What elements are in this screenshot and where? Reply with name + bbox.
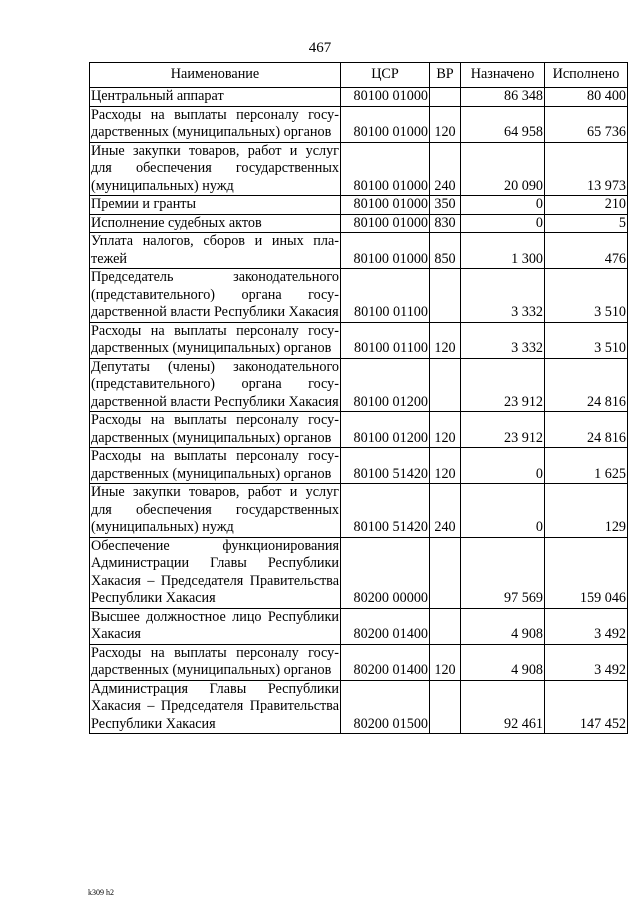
table-row [90,537,628,608]
header-name: Наименование [90,63,341,88]
row-vr [430,608,461,644]
row-vr: 120 [430,106,461,142]
row-vr: 240 [430,142,461,196]
row-name: Исполнение судебных актов [90,214,341,233]
table-row [90,322,628,358]
row-csr: 80100 01200 [341,358,430,412]
row-assigned: 20 090 [461,142,545,196]
header-assigned: Назначено [461,63,545,88]
row-csr: 80200 01400 [341,644,430,680]
table-header-row [90,63,628,88]
row-name: Депутаты (члены) законодательного (представительного) органа государственной власти Республики Хакасия [91,358,339,410]
row-vr: 350 [430,196,461,215]
table-row [90,644,628,680]
row-assigned: 4 908 [461,644,545,680]
row-executed: 1 625 [545,448,628,484]
row-name: Премии и гранты [90,196,341,215]
row-csr: 80100 01000 [341,142,430,196]
row-vr: 120 [430,448,461,484]
row-csr: 80100 01000 [341,233,430,269]
row-assigned: 23 912 [461,412,545,448]
footer-code: k309 h2 [88,888,114,897]
row-assigned: 3 332 [461,322,545,358]
row-executed: 3 492 [545,608,628,644]
table-row [90,448,628,484]
header-csr: ЦСР [341,63,430,88]
row-vr [430,88,461,107]
table-row [90,269,628,323]
header-vr: ВР [430,63,461,88]
row-name: Расходы на выплаты персоналу государственных (муниципальных) органов [91,644,339,678]
row-assigned: 0 [461,484,545,538]
row-name: Администрация Главы Республики Хакасия – Председателя Правительства Республики Хакасия [91,680,339,732]
row-csr: 80100 01000 [341,196,430,215]
budget-table [89,62,628,734]
row-vr: 120 [430,412,461,448]
row-executed: 147 452 [545,680,628,734]
row-name: Центральный аппарат [90,88,341,107]
row-name: Обеспечение функционирования Администрации Главы Республики Хакасия – Председателя Правительства Республики Хакасия [91,537,339,606]
row-assigned: 86 348 [461,88,545,107]
row-executed: 159 046 [545,537,628,608]
row-vr: 830 [430,214,461,233]
table-row [90,106,628,142]
row-name: Высшее должностное лицо Республики Хакасия [91,608,339,642]
row-assigned: 64 958 [461,106,545,142]
table-row [90,358,628,412]
table-body [90,88,628,734]
row-csr: 80100 51420 [341,484,430,538]
table-row [90,214,628,233]
row-name: Расходы на выплаты персоналу государственных (муниципальных) органов [91,412,339,446]
row-executed: 3 492 [545,644,628,680]
row-assigned: 0 [461,448,545,484]
row-assigned: 23 912 [461,358,545,412]
row-name: Расходы на выплаты персоналу государственных (муниципальных) органов [91,448,339,482]
row-csr: 80200 00000 [341,537,430,608]
row-vr: 240 [430,484,461,538]
table-row [90,196,628,215]
row-csr: 80100 01100 [341,269,430,323]
row-executed: 210 [545,196,628,215]
table-row [90,233,628,269]
table-row [90,142,628,196]
row-csr: 80200 01500 [341,680,430,734]
row-assigned: 0 [461,214,545,233]
row-assigned: 3 332 [461,269,545,323]
row-name: Расходы на выплаты персоналу государственных (муниципальных) органов [91,106,339,140]
row-vr [430,358,461,412]
row-csr: 80100 01000 [341,214,430,233]
row-name: Председатель законодательного (представительного) органа государственной власти Республики Хакасия [91,269,339,320]
row-executed: 65 736 [545,106,628,142]
row-assigned: 97 569 [461,537,545,608]
row-executed: 3 510 [545,269,628,323]
table-row [90,608,628,644]
row-executed: 5 [545,214,628,233]
header-executed: Исполнено [545,63,628,88]
page-number: 467 [308,40,332,56]
table-row [90,680,628,734]
table-row [90,88,628,107]
row-vr: 850 [430,233,461,269]
row-executed: 80 400 [545,88,628,107]
row-assigned: 0 [461,196,545,215]
row-name: Иные закупки товаров, работ и услуг для обеспечения государственных (муниципальных) нужд [91,142,339,194]
row-csr: 80100 01100 [341,322,430,358]
row-name: Иные закупки товаров, работ и услуг для обеспечения государственных (муниципальных) нужд [91,484,339,535]
row-csr: 80100 01200 [341,412,430,448]
row-executed: 129 [545,484,628,538]
row-vr [430,680,461,734]
table-row [90,412,628,448]
row-executed: 3 510 [545,322,628,358]
row-executed: 24 816 [545,358,628,412]
table-row [90,484,628,538]
row-executed: 13 973 [545,142,628,196]
row-vr: 120 [430,644,461,680]
row-vr [430,537,461,608]
row-csr: 80100 01000 [341,88,430,107]
row-csr: 80100 51420 [341,448,430,484]
row-assigned: 1 300 [461,233,545,269]
row-executed: 476 [545,233,628,269]
row-name: Уплата налогов, сборов и иных платежей [91,233,339,267]
row-csr: 80200 01400 [341,608,430,644]
row-assigned: 4 908 [461,608,545,644]
row-executed: 24 816 [545,412,628,448]
row-name: Расходы на выплаты персоналу государственных (муниципальных) органов [91,322,339,356]
row-vr: 120 [430,322,461,358]
row-csr: 80100 01000 [341,106,430,142]
row-vr [430,269,461,323]
row-assigned: 92 461 [461,680,545,734]
